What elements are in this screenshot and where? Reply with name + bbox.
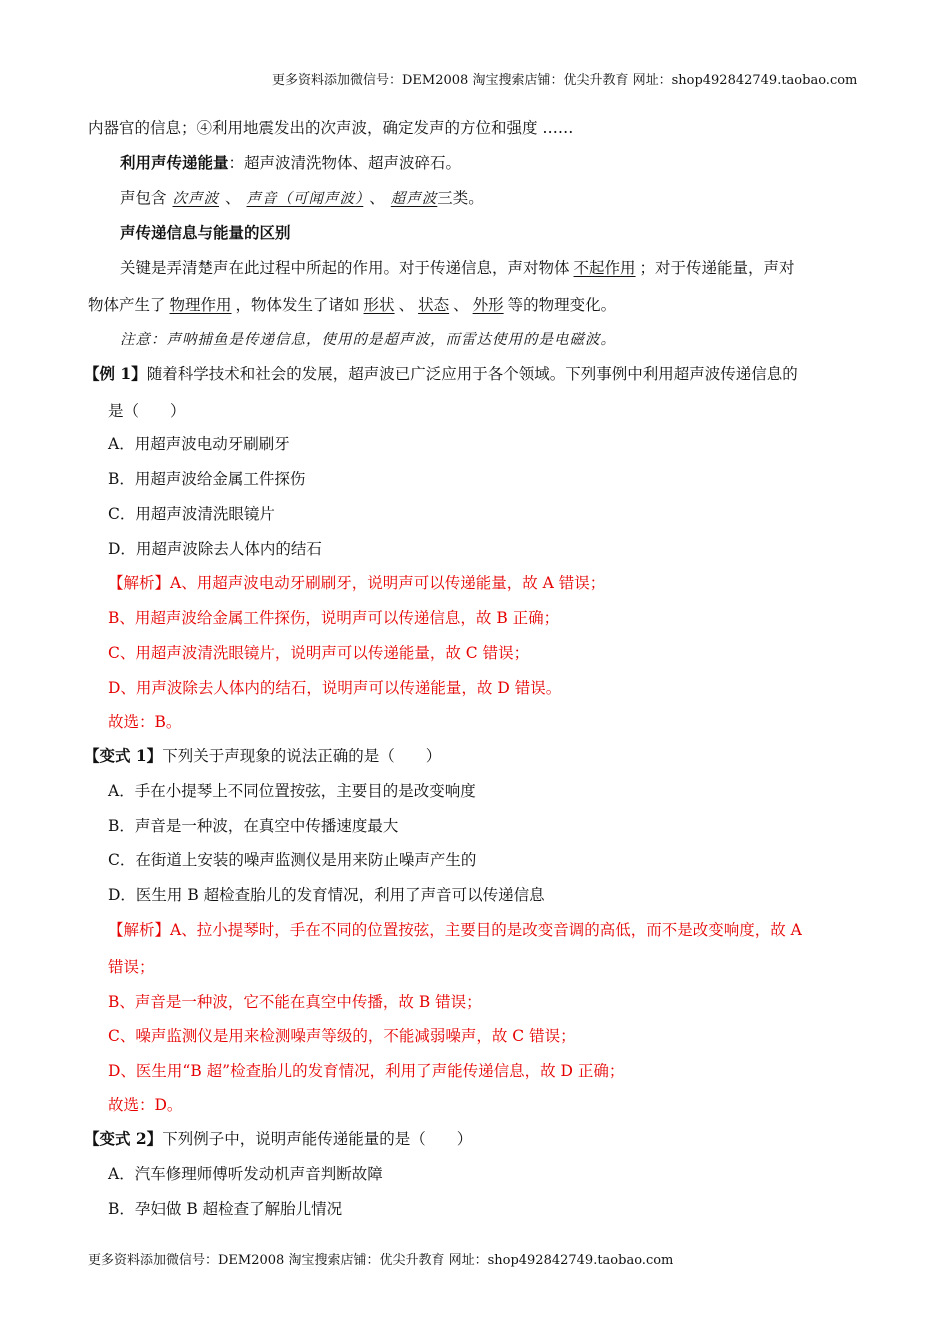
type-ultrasound: 超声波 — [390, 191, 438, 207]
note-line: 注意：声呐捕鱼是传递信息，使用的是超声波，而雷达使用的是电磁波。 — [120, 332, 616, 348]
blank-state: 状态 — [418, 296, 450, 314]
variant1-analysis-line4: D、医生用“B 超”检查胎儿的发育情况，利用了声能传递信息，故 D 正确； — [108, 1062, 625, 1080]
energy-usage-line — [120, 151, 461, 173]
variant1-option-d: D．医生用 B 超检查胎儿的发育情况，利用了声音可以传递信息 — [108, 886, 545, 904]
analysis-tag: 【解析】 — [108, 921, 171, 939]
example1-analysis-line1 — [108, 571, 605, 593]
types-suffix: 三类。 — [437, 189, 484, 207]
page-header: 更多资料添加微信号：DEM2008 淘宝搜索店铺：优尖升教育 网址：shop492842749.taobao.com — [272, 73, 858, 88]
variant2-option-b: B．孕妇做 B 超检查了解胎儿情况 — [108, 1200, 343, 1218]
separator: 、 — [225, 189, 241, 207]
example1-stem — [84, 362, 798, 384]
example1-analysis-line2: B、用超声波给金属工件探伤，说明声可以传递信息，故 B 正确； — [108, 609, 560, 627]
diff-paragraph-line2 — [88, 293, 616, 315]
variant1-analysis-line1 — [108, 918, 802, 940]
analysis-text: A、用超声波电动牙刷刷牙，说明声可以传递能量，故 A 错误； — [170, 574, 606, 592]
example1-option-a: A．用超声波电动牙刷刷牙 — [108, 435, 290, 453]
analysis-tag: 【解析】 — [108, 574, 171, 592]
energy-label: 利用声传递能量 — [120, 153, 229, 172]
blank-physical-effect: 物理作用 — [169, 296, 232, 314]
example1-option-c: C．用超声波清洗眼镜片 — [108, 505, 275, 523]
diff-text: ，物体发生了诸如 — [235, 296, 360, 314]
example1-option-d: D．用超声波除去人体内的结石 — [108, 540, 322, 558]
type-infrasound: 次声波 — [172, 191, 220, 207]
diff-text: 等的物理变化。 — [507, 296, 617, 314]
example1-option-b: B．用超声波给金属工件探伤 — [108, 470, 306, 488]
variant1-stem — [84, 744, 441, 766]
variant1-option-c: C．在街道上安装的噪声监测仪是用来防止噪声产生的 — [108, 851, 477, 869]
variant1-option-b: B．声音是一种波，在真空中传播速度最大 — [108, 817, 399, 835]
diff-title: 声传递信息与能量的区别 — [120, 223, 291, 242]
variant2-option-a: A．汽车修理师傅听发动机声音判断故障 — [108, 1165, 383, 1183]
blank-no-effect: 不起作用 — [573, 259, 636, 277]
diff-text: 物体产生了 — [88, 296, 166, 314]
blank-form: 外形 — [472, 296, 504, 314]
sound-types-line — [120, 186, 484, 208]
energy-text: ：超声波清洗物体、超声波碎石。 — [228, 154, 462, 172]
variant1-answer: 故选：D。 — [108, 1096, 183, 1114]
diff-text: 关键是弄清楚声在此过程中所起的作用。对于传递信息，声对物体 — [120, 259, 570, 277]
page-footer: 更多资料添加微信号：DEM2008 淘宝搜索店铺：优尖升教育 网址：shop492842749.taobao.com — [88, 1253, 674, 1268]
variant1-stem-text: 下列关于声现象的说法正确的是（ ） — [162, 747, 442, 765]
diff-text: ；对于传递能量，声对 — [639, 259, 795, 277]
variant1-option-a: A．手在小提琴上不同位置按弦，主要目的是改变响度 — [108, 782, 476, 800]
variant1-analysis-wrap: 错误； — [108, 958, 155, 976]
example1-stem-text: 随着科学技术和社会的发展，超声波已广泛应用于各个领域。下列事例中利用超声波传递信息的 — [146, 365, 798, 383]
separator: 、 — [369, 189, 385, 207]
type-audible: 声音（可闻声波） — [246, 191, 364, 207]
example1-stem-wrap: 是（ ） — [108, 402, 186, 420]
variant1-analysis-line3: C、噪声监测仪是用来检测噪声等级的，不能减弱噪声，故 C 错误； — [108, 1027, 576, 1045]
diff-paragraph-line1 — [120, 256, 795, 278]
example1-answer: 故选：B。 — [108, 713, 182, 731]
example1-tag: 【例 1】 — [84, 364, 147, 383]
blank-shape: 形状 — [363, 296, 395, 314]
intro-line: 内器官的信息；④利用地震发出的次声波，确定发声的方位和强度 …… — [88, 119, 574, 137]
separator: 、 — [398, 296, 415, 314]
analysis-text: A、拉小提琴时，手在不同的位置按弦，主要目的是改变音调的高低，而不是改变响度，故 A — [170, 921, 802, 939]
variant1-analysis-line2: B、声音是一种波，它不能在真空中传播，故 B 错误； — [108, 993, 482, 1011]
types-prefix: 声包含 — [120, 189, 167, 207]
example1-analysis-line3: C、用超声波清洗眼镜片，说明声可以传递能量，故 C 错误； — [108, 644, 530, 662]
variant2-stem — [84, 1127, 472, 1149]
example1-analysis-line4: D、用声波除去人体内的结石，说明声可以传递能量，故 D 错误。 — [108, 679, 562, 697]
variant2-tag: 【变式 2】 — [84, 1129, 163, 1148]
variant1-tag: 【变式 1】 — [84, 746, 163, 765]
separator: 、 — [453, 296, 469, 314]
variant2-stem-text: 下列例子中，说明声能传递能量的是（ ） — [162, 1130, 473, 1148]
